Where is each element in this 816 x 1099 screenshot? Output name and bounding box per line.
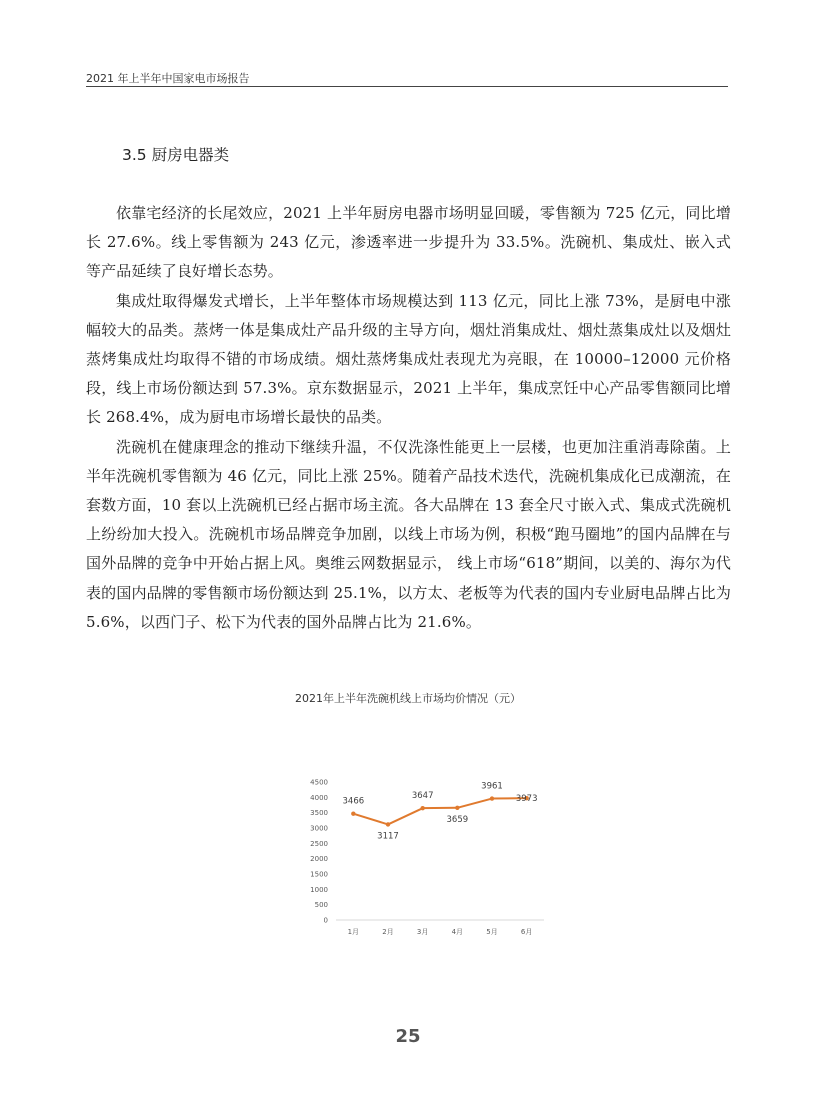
data-label: 3466 [342,796,365,807]
y-tick-label: 0 [323,916,328,925]
paragraph-2: 集成灶取得爆发式增长，上半年整体市场规模达到 113 亿元，同比上涨 73%，是厨电中涨幅较大的品类。蒸烤一体是集成灶产品升级的主导方向，烟灶消集成灶、烟灶蒸集成灶以及烟灶蒸烤集成灶均取得不错的市场成绩。烟灶蒸烤集成灶表现尤为亮眼，在 10000–12000 元价格段，线上市场份额达到 57.3%。京东数据显示，2021 上半年，集成烹饪中心产品零售额同比增长 268.4%，成为厨电市场增长最快的品类。 [86,291,731,427]
series-line [353,798,526,824]
data-point [455,806,459,810]
data-point [351,812,355,816]
y-tick-label: 3500 [310,809,328,818]
y-tick-label: 3000 [310,824,328,833]
page-number: 25 [395,1026,421,1047]
x-tick-label: 3月 [416,928,429,936]
x-tick-label: 5月 [486,928,498,936]
data-point [420,806,424,810]
y-tick-label: 1500 [310,870,328,879]
y-tick-label: 4000 [310,793,328,802]
data-label: 3647 [411,791,434,802]
data-label: 3659 [446,814,469,825]
y-tick-label: 1000 [310,885,328,894]
x-tick-label: 2月 [382,928,394,936]
data-point [386,822,390,826]
section-title: 3.5 厨房电器类 [122,146,230,164]
report-header: 2021 年上半年中国家电市场报告 [86,72,250,85]
data-point [490,796,494,800]
data-label: 3117 [377,831,399,842]
x-tick-label: 4月 [451,928,464,936]
y-tick-label: 4500 [310,778,328,787]
body-text [86,199,731,637]
y-tick-label: 500 [314,901,328,910]
y-tick-label: 2500 [310,839,328,848]
chart-title: 2021年上半年洗碗机线上市场均价情况（元） [295,692,521,705]
data-label: 3961 [481,781,503,792]
x-tick-label: 6月 [520,928,533,936]
price-line-chart [300,770,550,950]
header-divider [86,86,728,87]
paragraph-1: 依靠宅经济的长尾效应，2021 上半年厨房电器市场明显回暖，零售额为 725 亿元，同比增长 27.6%。线上零售额为 243 亿元，渗透率进一步提升为 33.5%。洗碗机、集成灶、嵌入式等产品延续了良好增长态势。 [86,204,731,281]
data-label: 3973 [515,794,538,805]
x-tick-label: 1月 [347,928,360,936]
y-tick-label: 2000 [310,855,328,864]
paragraph-3: 洗碗机在健康理念的推动下继续升温，不仅洗涤性能更上一层楼，也更加注重消毒除菌。上半年洗碗机零售额为 46 亿元，同比上涨 25%。随着产品技术迭代，洗碗机集成化已成潮流，在套数方面，10 套以上洗碗机已经占据市场主流。各大品牌在 13 套全尺寸嵌入式、集成式洗碗机上纷纷加大投入。洗碗机市场品牌竞争加剧，以线上市场为例，积极“跑马圈地”的国内品牌在与国外品牌的竞争中开始占据上风。奥维云网数据显示， 线上市场“618”期间，以美的、海尔为代表的国内品牌的零售额市场份额达到 25.1%，以方太、老板等为代表的国内专业厨电品牌占比为 5.6%，以西门子、松下为代表的国外品牌占比为 21.6%。 [86,437,731,631]
